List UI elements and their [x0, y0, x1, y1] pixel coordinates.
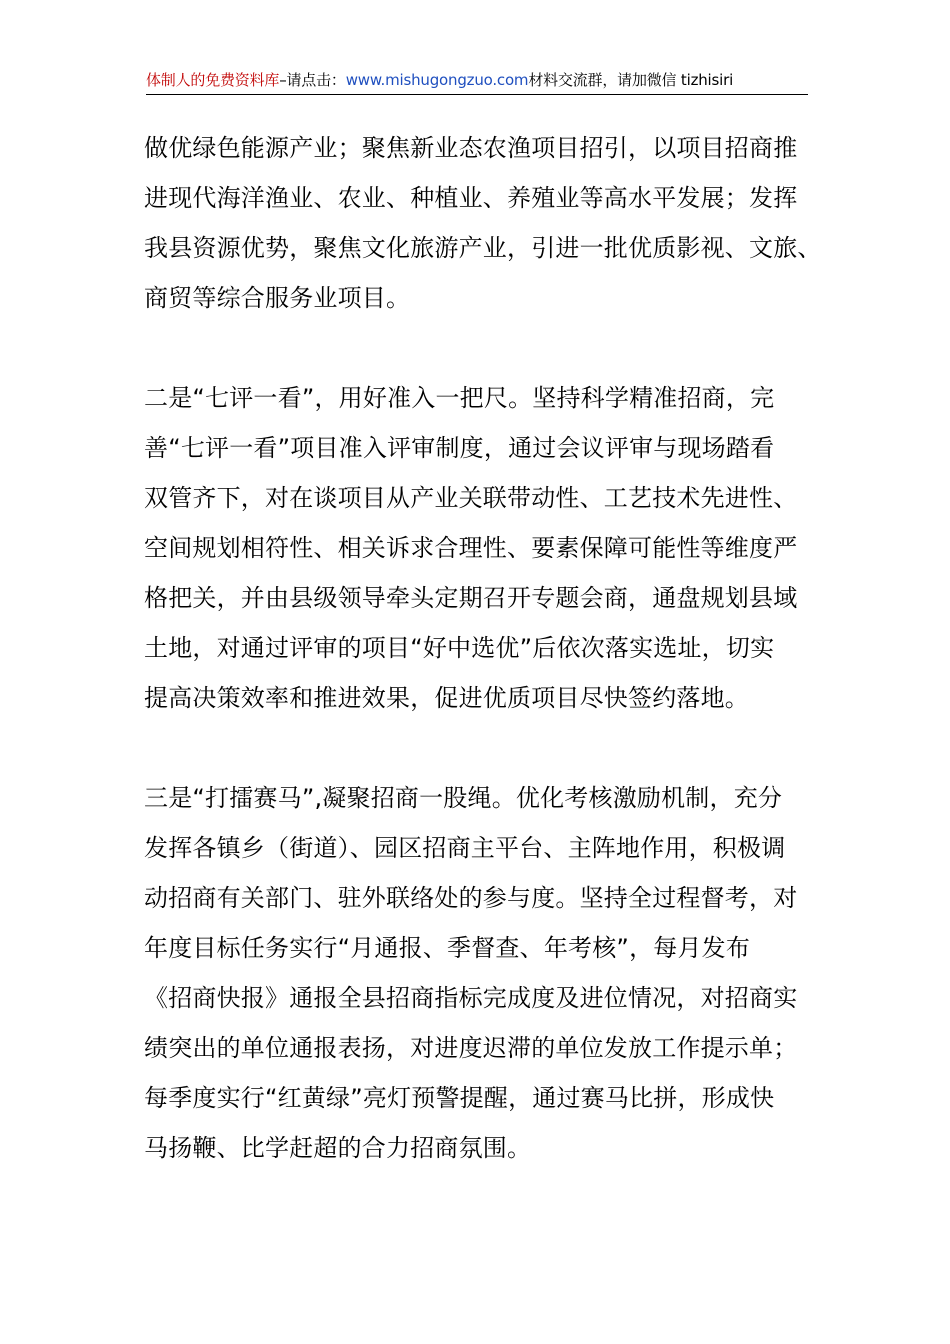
- paragraph: [144, 773, 844, 1173]
- paragraph-spacer: [144, 323, 844, 373]
- header-prompt: –请点击：: [279, 71, 346, 89]
- paragraph-line: 善“七评一看”项目准入评审制度，通过会议评审与现场踏看: [144, 434, 775, 462]
- paragraph-line: 《招商快报》通报全县招商指标完成度及进位情况，对招商实: [144, 984, 798, 1012]
- paragraph-line: 三是“打擂赛马”,凝聚招商一股绳。优化考核激励机制，充分: [144, 784, 783, 812]
- paragraph-line: 商贸等综合服务业项目。: [144, 284, 411, 312]
- header-brand: 体制人的免费资料库: [146, 71, 280, 89]
- paragraph-line: 发挥各镇乡（街道）、园区招商主平台、主阵地作用，积极调: [144, 834, 786, 862]
- paragraph-line: 空间规划相符性、相关诉求合理性、要素保障可能性等维度严: [144, 534, 798, 562]
- paragraph-line: 我县资源优势，聚焦文化旅游产业，引进一批优质影视、文旅、: [144, 234, 822, 262]
- document-body: [144, 123, 844, 1173]
- paragraph: [144, 373, 844, 723]
- paragraph-line: 双管齐下，对在谈项目从产业关联带动性、工艺技术先进性、: [144, 484, 798, 512]
- paragraph-line: 二是“七评一看”，用好准入一把尺。坚持科学精准招商，完: [144, 384, 775, 412]
- paragraph-line: 马扬鞭、比学赶超的合力招商氛围。: [144, 1134, 532, 1162]
- paragraph-line: 每季度实行“红黄绿”亮灯预警提醒，通过赛马比拼，形成快: [144, 1084, 775, 1112]
- paragraph-line: 进现代海洋渔业、农业、种植业、养殖业等高水平发展；发挥: [144, 184, 798, 212]
- header-url-link[interactable]: www.mishugongzuo.com: [345, 71, 529, 89]
- paragraph-line: 年度目标任务实行“月通报、季督查、年考核”，每月发布: [144, 934, 751, 962]
- paragraph: [144, 123, 844, 323]
- paragraph-line: 动招商有关部门、驻外联络处的参与度。坚持全过程督考，对: [144, 884, 798, 912]
- paragraph-line: 提高决策效率和推进效果，促进优质项目尽快签约落地。: [144, 684, 749, 712]
- paragraph-spacer: [144, 723, 844, 773]
- paragraph-line: 格把关，并由县级领导牵头定期召开专题会商，通盘规划县域: [144, 584, 798, 612]
- paragraph-line: 做优绿色能源产业；聚焦新业态农渔项目招引，以项目招商推: [144, 134, 798, 162]
- header-contact: 材料交流群，请加微信 tizhisiri: [528, 71, 734, 89]
- paragraph-line: 绩突出的单位通报表扬，对进度迟滞的单位发放工作提示单；: [144, 1034, 798, 1062]
- page-header: [146, 68, 808, 95]
- paragraph-line: 土地，对通过评审的项目“好中选优”后依次落实选址，切实: [144, 634, 775, 662]
